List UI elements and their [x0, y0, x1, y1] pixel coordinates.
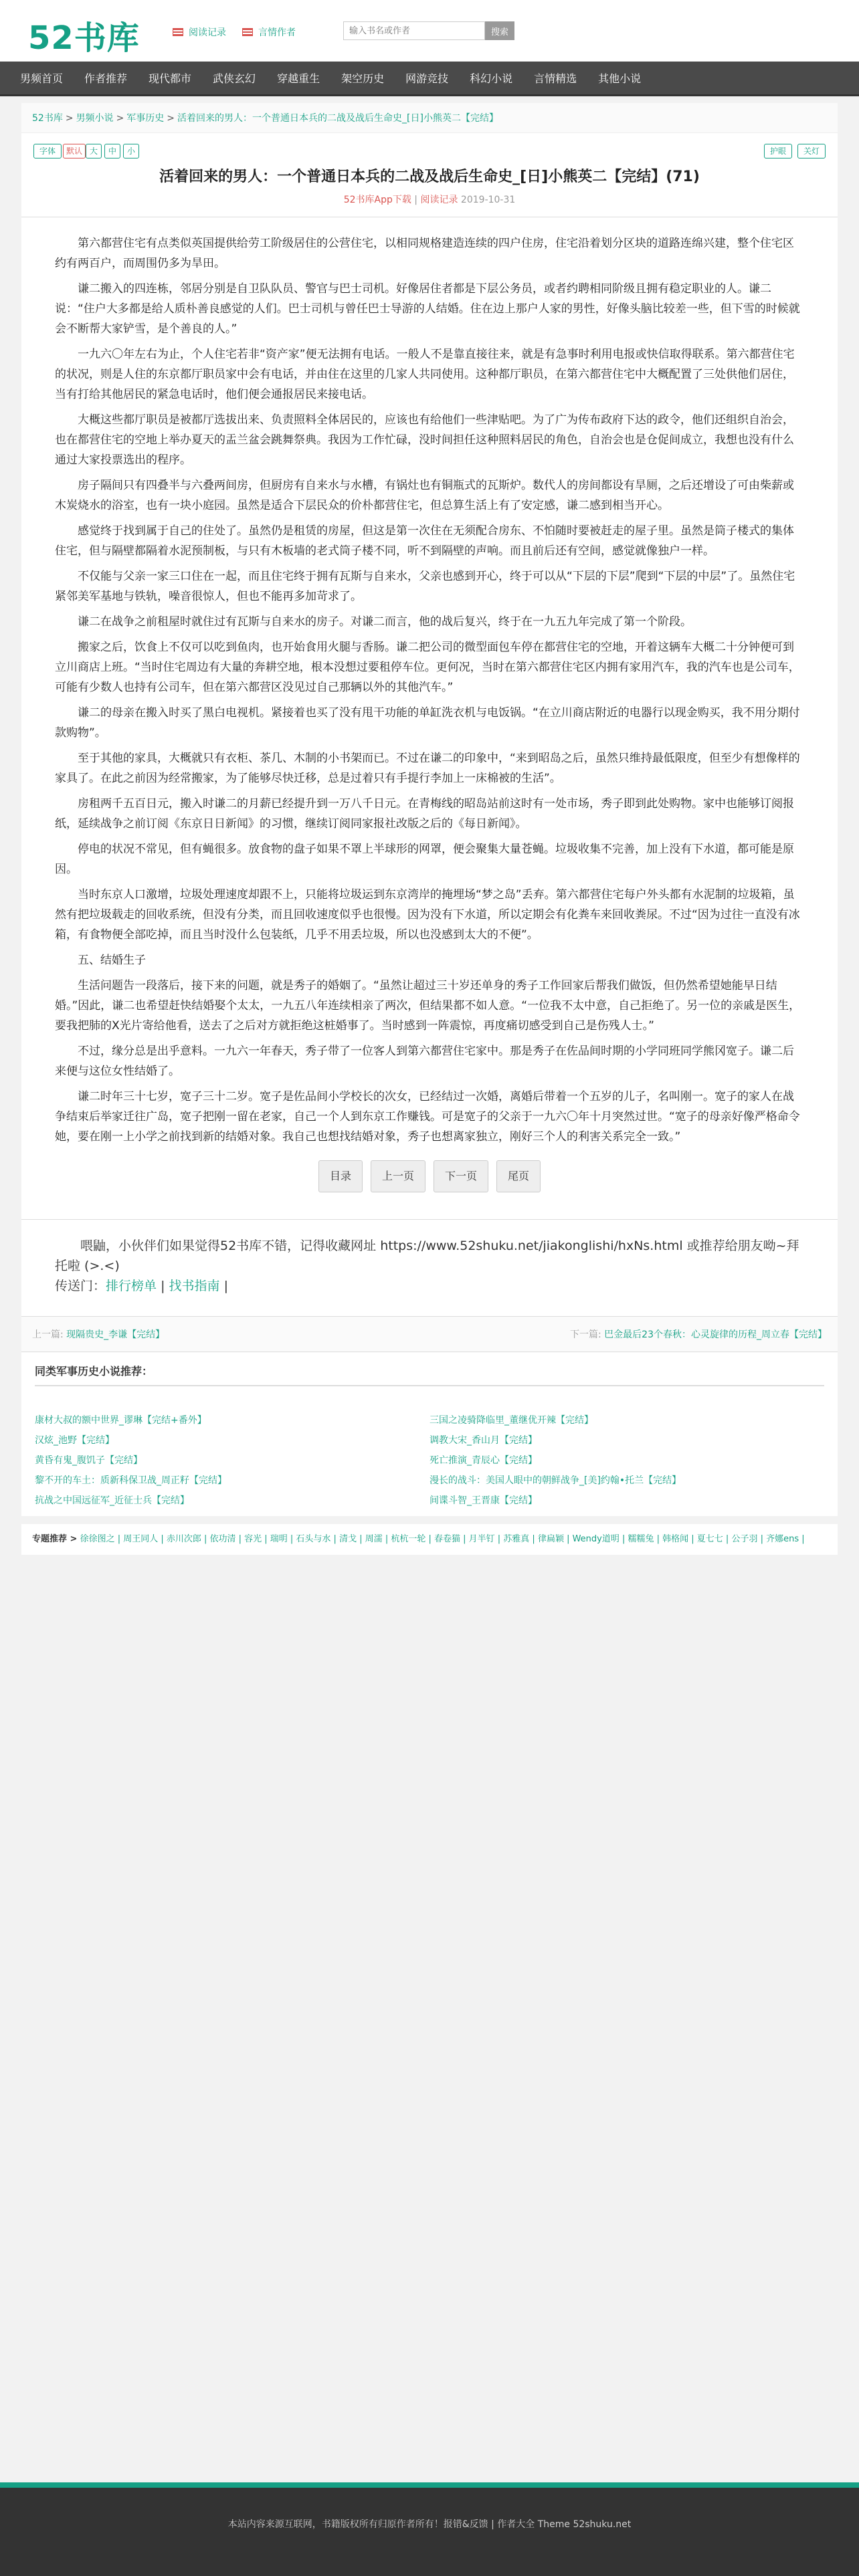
breadcrumb-book[interactable]: 活着回来的男人：一个普通日本兵的二战及战后生命史_[日]小熊英二【完结】 [177, 113, 498, 124]
paragraph: 第六都营住宅有点类似英国提供给劳工阶级居住的公营住宅，以相同规格建造连续的四户住房，住宅沿着划分区块的道路连绵兴建，整个住宅区约有两百户，而周围仍多为旱田。 [55, 237, 794, 270]
paragraph: 一九六〇年左右为止，个人住宅若非“资产家”便无法拥有电话。一般人不是靠直接往来，就是有急事时利用电报或快信取得联系。第六都营住宅的状况，则是人住的东京都厅职员家中会有电话，并由住在这里的几家人共同使用。这种都厅职员，在第六都营住宅中大概配置了三处供他们居住，当有打给其他居民的紧急电话时，他们便会通报居民来接电话。 [55, 348, 795, 401]
reader-toolbar [21, 140, 838, 161]
related-book-link[interactable]: 死亡推演_青辰心【完结】 [430, 1455, 537, 1466]
paragraph: 房租两千五百日元，搬入时谦二的月薪已经提升到一万八千日元。在青梅线的昭岛站前这时有一处市场，秀子即到此处购物。家中也能够订阅报纸，延续战争之前订阅《东京日日新闻》的习惯，继续订阅同家报社改版之后的《每日新闻》。 [55, 797, 794, 831]
related-book-link[interactable]: 漫长的战斗：美国人眼中的朝鲜战争_[美]约翰•托兰【完结】 [430, 1475, 682, 1486]
nav-item[interactable]: 武侠玄幻 [213, 72, 256, 85]
paragraph: 生活问题告一段落后，接下来的问题，就是秀子的婚姻了。“虽然让超过三十岁还单身的秀子工作回家后帮我们做饭，但仍然希望她能早日结婚。”因此，谦二也希望赶快结婚娶个太太，一九五八年连续相亲了两次，但结果都不如人意。“一位我不太中意，自己拒绝了。另一位的亲戚是医生，要我把肺的X光片寄给他看，送去了之后对方就拒绝这桩婚事了。当时感到一阵震惊，再度痛切感受到自己是伤残人士。” [55, 979, 801, 1033]
font-large-button[interactable]: 大 [86, 144, 102, 158]
paragraph: 谦二时年三十七岁，宽子三十二岁。宽子是佐品间小学校长的次女，已经结过一次婚，离婚后带着一个五岁的儿子，名叫刚一。宽子的家人在战争结束后举家迁往广岛，宽子把刚一留在老家，自己一个人到东京工作赚钱。可是宽子的父亲于一九六〇年十月突然过世。“宽子的母亲好像严格命令她，要在刚一上小学之前找到新的结婚对象。我自己也想找结婚对象，秀子也想离家独立，刚好三个人的利害关系完全一致。” [55, 1090, 800, 1144]
site-header [0, 0, 859, 62]
breadcrumb: 52书库 > 男频小说 > 军事历史 > 活着回来的男人：一个普通日本兵的二战及战后生命史_[日]小熊英二【完结】 [21, 103, 838, 133]
related-book-link[interactable]: 汉炫_池野【完结】 [35, 1435, 114, 1446]
lights-off-button[interactable]: 关灯 [797, 144, 826, 158]
site-logo[interactable]: 52书库 [28, 19, 140, 57]
rank-link[interactable]: 排行榜单 [106, 1279, 157, 1293]
meta-separator: | [411, 195, 421, 205]
fav-author-link[interactable] [242, 25, 296, 39]
chapter-content [21, 217, 838, 1219]
next-article-label: 下一篇: [570, 1329, 601, 1340]
list-icon [242, 28, 253, 36]
chapter-pager [55, 1160, 804, 1192]
related-book-link[interactable]: 间谍斗智_王晋康【完结】 [430, 1495, 537, 1506]
guide-link[interactable]: 找书指南 [169, 1279, 220, 1293]
related-heading: 同类军事历史小说推荐： [35, 1363, 824, 1386]
paragraph: 谦二搬入的四连栋，邻居分别是自卫队队员、警官与巴士司机。好像居住者都是下层公务员，或者约聘相同阶级且拥有稳定职业的人。谦二说：“住户大多都是给人质朴善良感觉的人们。巴士司机与曾任巴士导游的人结婚。住在边上那户人家的男性，好像头脑比较差一些，但下雪的时候就会不断帮大家铲雪，是个善良的人。” [55, 282, 800, 336]
special-topics-links[interactable]: 徐徐图之 | 周王同人 | 赤川次郎 | 依功清 | 容光 | 瑞明 | 石头与水 | 清戈 | 周濡 | 杭杭一轮 | 春卷猫 | 月半钉 | 苏雅真 | 律扁颖 | Wendy道明 | 糯糯兔 | 韩格闻 | 夏七七 | 公子羽 | 齐娜ens | [80, 1534, 805, 1544]
portal-label: 传送门： [55, 1279, 106, 1293]
publish-date: 2019-10-31 [458, 195, 516, 205]
breadcrumb-category[interactable]: 男频小说 [76, 113, 114, 124]
paragraph: 不过，缘分总是出乎意料。一九六一年春天，秀子带了一位客人到第六都营住宅家中。那是秀子在佐品间时期的小学同班同学熊冈宽子。谦二后来便与这位女性结婚了。 [55, 1045, 794, 1078]
nav-item[interactable]: 其他小说 [598, 72, 642, 85]
nav-item[interactable]: 作者推荐 [84, 72, 128, 85]
paragraph: 不仅能与父亲一家三口住在一起，而且住宅终于拥有瓦斯与自来水，父亲也感到开心，终于可以从“下层的下层”爬到“下层的中层”了。虽然住宅紧邻美军基地与铁轨，噪音很惊人，但也不能再多加苛求了。 [55, 570, 795, 603]
nav-item[interactable]: 男频首页 [20, 72, 64, 85]
paragraph: 搬家之后，饮食上不仅可以吃到鱼肉，也开始食用火腿与香肠。谦二把公司的微型面包车停在都营住宅的空地，开着这辆车大概二十分钟便可到立川商店上班。“当时住宅周边有大量的奔耕空地，根本没想过要租停车位。更何况，当时在第六都营住宅区内拥有家用汽车，我的汽车也是公司车，可能有少数人也持有公司车，但在第六都营区没见过自己那辆以外的其他汽车。” [55, 641, 800, 694]
related-book-link[interactable]: 抗战之中国远征军_近征士兵【完结】 [35, 1495, 189, 1506]
fav-author-label: 言情作者 [258, 27, 296, 38]
related-list [35, 1413, 824, 1507]
font-button[interactable]: 字体 [33, 144, 62, 158]
breadcrumb-subcategory[interactable]: 军事历史 [126, 113, 165, 124]
read-history-link[interactable] [173, 25, 226, 39]
list-icon [173, 28, 183, 36]
related-books [21, 1352, 838, 1516]
search-input[interactable] [343, 21, 485, 40]
nav-item[interactable]: 现代都市 [149, 72, 192, 85]
font-default-button[interactable]: 默认 [63, 144, 86, 158]
paragraph: 房子隔间只有四叠半与六叠两间房，但厨房有自来水与水槽，有锅灶也有铜瓶式的瓦斯炉。数代人的房间都设有旱厕，之后还增设了可由柴薪或木炭烧水的浴室，也有一块小庭园。虽然是适合下层民众的价朴都营住宅，但总算生活上有了安定感，谦二感到相当开心。 [55, 479, 794, 512]
prev-article-label: 上一篇: [32, 1329, 64, 1340]
next-article-link[interactable]: 巴金最后23个春秋：心灵旋律的历程_周立春【完结】 [604, 1329, 827, 1340]
nav-item[interactable]: 穿越重生 [277, 72, 320, 85]
main-nav [0, 62, 859, 96]
last-page-button[interactable]: 尾页 [496, 1160, 541, 1192]
nav-item[interactable]: 架空历史 [341, 72, 385, 85]
related-book-link[interactable]: 调教大宋_香山月【完结】 [430, 1435, 537, 1446]
nav-item[interactable]: 网游竞技 [405, 72, 449, 85]
related-book-link[interactable]: 康材大叔的额中世界_谬琳【完结+番外】 [35, 1415, 207, 1426]
eye-care-button[interactable]: 护眼 [764, 144, 792, 158]
search-button[interactable]: 搜索 [485, 21, 514, 40]
paragraph: 至于其他的家具，大概就只有衣柜、茶几、木制的小书架而已。不过在谦二的印象中，“来到昭岛之后，虽然只维持最低限度，但至少有想像样的家具了。在此之前因为经常搬家，为了能够尽快迁移，总是过着只有手提行李加上一床棉被的生活”。 [55, 752, 800, 785]
bookmark-tip: 喂鼬，小伙伴们如果觉得52书库不错，记得收藏网址 https://www.52shuku.net/jiakonglishi/hxNs.html 或推荐给朋友呦~拜托啦 (>.<) 传送门：排行榜单 | 找书指南 | [21, 1219, 838, 1303]
paragraph: 当时东京人口激增，垃圾处理速度却跟不上，只能将垃圾运到东京湾岸的掩埋场“梦之岛”丢弃。第六都营住宅每户外头都有水泥制的垃圾箱，虽然有把垃圾载走的回收系统，但没有分类，而且回收速度似乎也很慢。因为没有下水道，所以定期会有化粪车来回收粪尿。不过“因为过往一直没有冰箱，有食物便全部吃掉，而且当时没什么包装纸，几乎不用丢垃圾，所以也没感到太大的不便”。 [55, 888, 800, 942]
section-heading: 五、结婚生子 [78, 954, 146, 967]
toc-button[interactable]: 目录 [318, 1160, 363, 1192]
next-page-button[interactable]: 下一页 [434, 1160, 488, 1192]
paragraph: 谦二在战争之前租屋时就住过有瓦斯与自来水的房子。对谦二而言，他的战后复兴，终于在一九五九年完成了第一个阶段。 [78, 615, 692, 629]
related-book-link[interactable]: 三国之凌骑降临里_董继优开辣【完结】 [430, 1415, 593, 1426]
search-box [343, 21, 514, 40]
special-topics-label: 专题推荐 > [32, 1534, 78, 1544]
nav-item[interactable]: 科幻小说 [470, 72, 513, 85]
paragraph: 大概这些都厅职员是被都厅选拔出来、负责照料全体居民的，应该也有给他们一些津贴吧。为了广为传布政府下达的政令，他们还组织自治会，也在都营住宅的空地上举办夏天的盂兰盆会跳舞祭典。我因为工作忙碌，没时间担任这种照料居民的角色，自治会也是仓促间成立，我想也没有什么通过大家投票选出的程序。 [55, 413, 794, 467]
paragraph: 感觉终于找到属于自己的住处了。虽然仍是租赁的房屋，但这是第一次住在无须配合房东、不怕随时要被赶走的屋子里。虽然是筒子楼式的集体住宅，但与隔壁都隔着水泥预制板，与只有木板墙的老式筒子楼不同，听不到隔壁的声响。而且前后还有空间，感觉就像独户一样。 [55, 524, 794, 558]
related-book-link[interactable]: 黄昏有鬼_腹饥子【完结】 [35, 1455, 142, 1466]
paragraph: 谦二的母亲在搬入时买了黑白电视机。紧接着也买了没有甩干功能的单缸洗衣机与电饭锅。“在立川商店附近的电器行以现金购买，我不用分期付款购物”。 [55, 706, 800, 740]
read-history-label: 阅读记录 [189, 27, 226, 38]
prev-next-articles [21, 1316, 838, 1352]
article-panel [21, 103, 838, 1516]
prev-article-link[interactable]: 现隔贵史_李谦【完结】 [66, 1329, 165, 1340]
app-download-link[interactable]: 52书库App下载 [343, 195, 411, 205]
breadcrumb-home[interactable]: 52书库 [32, 113, 63, 124]
prev-page-button[interactable]: 上一页 [371, 1160, 425, 1192]
nav-item[interactable]: 言情精选 [534, 72, 577, 85]
special-topics [21, 1524, 838, 1555]
bookmark-tip-text: 喂鼬，小伙伴们如果觉得52书库不错，记得收藏网址 https://www.52shuku.net/jiakonglishi/hxNs.html 或推荐给朋友呦~拜托啦 (>.<) [55, 1239, 799, 1273]
related-book-link[interactable]: 黎不开的车土：质新科保卫战_周正籽【完结】 [35, 1475, 227, 1486]
font-medium-button[interactable]: 中 [104, 144, 120, 158]
site-footer: 本站内容来源互联网，书籍版权所有归原作者所有！报错&反馈 | 作者大全 Theme 52shuku.net [0, 2482, 859, 2576]
font-small-button[interactable]: 小 [123, 144, 139, 158]
chapter-meta [21, 193, 838, 206]
chapter-title: 活着回来的男人：一个普通日本兵的二战及战后生命史_[日]小熊英二【完结】(71) [159, 169, 700, 185]
paragraph: 停电的状况不常见，但有蝇很多。放食物的盘子如果不罩上半球形的网罩，便会聚集大量苍蝇。垃圾收集不完善，加上没有下水道，都可能是原因。 [55, 843, 794, 876]
reading-record-link[interactable]: 阅读记录 [420, 195, 458, 205]
